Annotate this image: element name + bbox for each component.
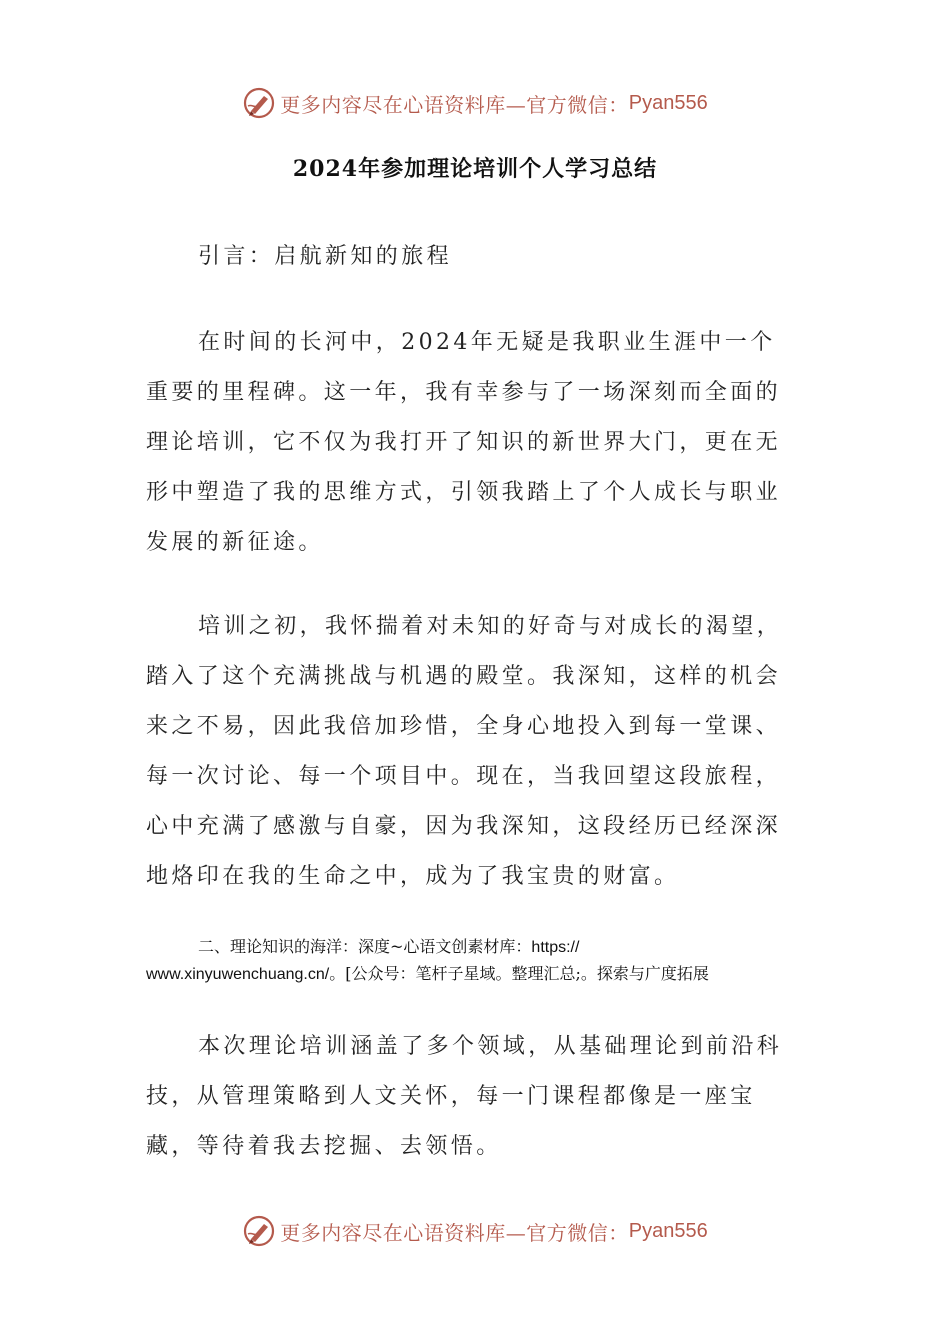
header-banner-text: 更多内容尽在心语资料库—官方微信：	[280, 92, 629, 117]
section-heading	[146, 934, 806, 988]
section-heading-url[interactable]: www.xinyuwenchuang.cn/	[146, 966, 330, 983]
footer-banner	[0, 1211, 950, 1251]
intro-line: 引言：启航新知的旅程	[198, 244, 453, 269]
header-banner	[0, 83, 950, 123]
paragraph-2: 培训之初，我怀揣着对未知的好奇与对成长的渴望，踏入了这个充满挑战与机遇的殿堂。我深知，这样的机会来之不易，因此我倍加珍惜，全身心地投入到每一堂课、每一次讨论、每一个项目中。现在，当我回望这段旅程，心中充满了感激与自豪，因为我深知，这段经历已经深深地烙印在我的生命之中，成为了我宝贵的财富。	[146, 614, 783, 889]
footer-wechat-id: Pyan556	[628, 1219, 708, 1242]
document-title: 2024年参加理论培训个人学习总结	[292, 156, 658, 182]
section-heading-url-prefix: https://	[531, 939, 580, 956]
paragraph-1: 在时间的长河中，2024年无疑是我职业生涯中一个重要的里程碑。这一年，我有幸参与了一场深刻而全面的理论培训，它不仅为我打开了知识的新世界大门，更在无形中塑造了我的思维方式，引领我踏上了个人成长与职业发展的新征途。	[146, 330, 782, 555]
pen-logo-icon	[242, 1214, 276, 1248]
pen-logo-icon	[242, 86, 276, 120]
header-wechat-id: Pyan556	[628, 91, 708, 114]
section-heading-part1: 二、理论知识的海洋：深度~心语文创素材库：	[198, 937, 532, 956]
footer-banner-text: 更多内容尽在心语资料库—官方微信：	[280, 1220, 629, 1245]
section-heading-part4: 。[公众号：笔杆子星域。整理汇总;。探索与广度拓展	[329, 964, 709, 983]
paragraph-3: 本次理论培训涵盖了多个领域，从基础理论到前沿科技，从管理策略到人文关怀，每一门课程都像是一座宝藏，等待着我去挖掘、去领悟。	[146, 1034, 783, 1159]
